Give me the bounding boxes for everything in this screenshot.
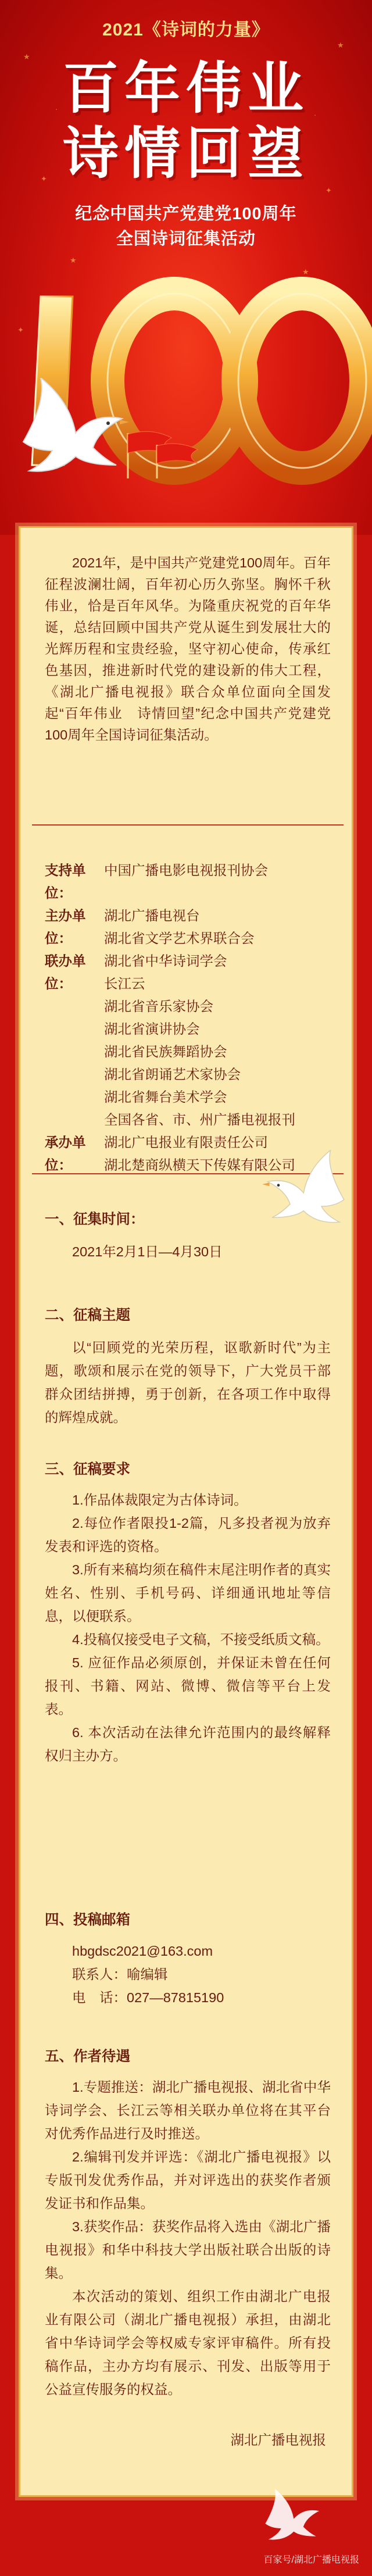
section-time-title: 一、征集时间： [45, 1212, 145, 1227]
headline-line-1: 百年伟业 [63, 55, 309, 121]
requirement-item: 6. 本次活动在法律允许范围内的最终解释权归主办方。 [45, 1725, 331, 1763]
organizer-row-host [45, 905, 335, 950]
headline-line-2: 诗情回望 [63, 120, 309, 186]
section-benefits-list [45, 2075, 331, 2401]
organizer-value: 湖北省中华诗词学会 [104, 953, 227, 969]
organizer-value: 湖北广播电视台 [104, 908, 200, 923]
section-contact-block [45, 1939, 331, 2009]
section-theme-text: 以“回顾党的光荣历程，讴歌新时代”为主题，歌颂和展示在党的领导下，广大党员干部群众团结拼搏，勇于创新，在各项工作中取得的辉煌成就。 [45, 1340, 331, 1425]
year-title: 2021《诗词的力量》 [102, 20, 270, 40]
organizer-value: 湖北省文学艺术界联合会 [104, 931, 255, 946]
organizers-list [45, 859, 335, 1177]
organizer-value: 湖北广电报业有限责任公司 [104, 1135, 268, 1150]
organizer-value: 湖北省朗诵艺术家协会 [104, 1067, 241, 1082]
organizer-value: 长江云 [104, 976, 145, 991]
organizer-value: 湖北省舞台美术学会 [104, 1089, 227, 1105]
organizer-row-support [45, 859, 335, 905]
section-requirements-list [45, 1488, 331, 1767]
organizer-label: 承办单位： [45, 1135, 86, 1173]
contact-email[interactable]: hbgdsc2021@163.com [72, 1943, 213, 1959]
organizer-value: 湖北省音乐家协会 [104, 999, 213, 1014]
benefit-item: 2.编辑刊发并评选：《湖北广播电视报》以专版刊发优秀作品，并对评选出的获奖作者颁发证书和作品集。 [45, 2149, 331, 2211]
subtitle-line-2: 全国诗词征集活动 [116, 230, 256, 248]
organizer-row-co-host [45, 950, 335, 1131]
dove-icon [256, 2488, 326, 2546]
signature: 湖北广播电视报 [230, 2432, 326, 2448]
content-panel [19, 526, 353, 2497]
organizer-label: 主办单位： [45, 908, 86, 946]
organizer-label: 联办单位： [45, 953, 86, 991]
section-requirements-title: 三、征稿要求 [45, 1462, 130, 1477]
benefit-item: 3.获奖作品：获奖作品将入选由《湖北广播电视报》和华中科技大学出版社联合出版的诗集。 [45, 2219, 331, 2281]
organizer-value: 湖北省民族舞蹈协会 [104, 1044, 227, 1059]
section-time-text: 2021年2月1日—4月30日 [72, 1244, 223, 1259]
big-number-text: 100 [185, 407, 187, 408]
requirement-item: 1.作品体裁限定为古体诗词。 [72, 1492, 248, 1507]
requirement-item: 4.投稿仅接受电子文稿，不接受纸质文稿。 [72, 1632, 330, 1647]
benefit-item: 1.专题推送：湖北广播电视报、湖北省中华诗词学会、长江云等相关联办单位将在其平台对优秀作品进行及时推送。 [45, 2080, 331, 2141]
section-divider [32, 824, 344, 826]
dove-icon [259, 1150, 357, 1231]
hero-banner [0, 0, 372, 535]
star-decoration: ★ ★ ✦ ✦ ★ ★ ✦ ✦ · · [17, 41, 355, 358]
requirement-item: 3.所有来稿均须在稿件末尾注明作者的真实姓名、性别、手机号码、详细通讯地址等信息，以便联系。 [45, 1562, 331, 1624]
organizer-value: 中国广播电影电视报刊协会 [104, 863, 268, 878]
organizer-value: 湖北省演讲协会 [104, 1021, 200, 1037]
section-contact-title: 四、投稿邮箱 [45, 1912, 130, 1928]
organizer-value: 全国各省、市、州广播电视报刊 [104, 1112, 295, 1127]
section-benefits-title: 五、作者待遇 [45, 2049, 130, 2064]
requirement-item: 5. 应征作品必须原创，并保证未曾在任何报刊、书籍、网站、微博、微信等平台上发表。 [45, 1655, 331, 1717]
subtitle-line-1: 纪念中国共产党建党100周年 [75, 205, 297, 223]
dove-icon [6, 378, 134, 483]
requirement-item: 2.每位作者限投1-2篇，凡多投者视为放弃发表和评选的资格。 [45, 1516, 331, 1554]
contact-person: 联系人：喻编辑 [72, 1967, 168, 1982]
organizer-value: 湖北楚商纵横天下传媒有限公司 [104, 1157, 295, 1173]
watermark: 百家号/湖北广播电视报 [263, 2555, 359, 2565]
organizer-label: 支持单位： [45, 863, 86, 901]
contact-phone: 电 话：027—87815190 [72, 1990, 224, 2005]
section-theme-title: 二、征稿主题 [45, 1307, 130, 1323]
intro-paragraph: 2021年，是中国共产党建党100周年。百年征程波澜壮阔，百年初心历久弥坚。胸怀千秋伟业，恰是百年风华。为隆重庆祝党的百年华诞，总结回顾中国共产党从诞生到发展壮大的光辉历程和宝贵经验，坚守初心使命，传承红色基因，推进新时代党的建设新的伟大工程，《湖北广播电视报》联合众单位面向全国发起“百年伟业 诗情回望”纪念中国共产党建党100周年全国诗词征集活动。 [45, 555, 331, 742]
benefit-item: 本次活动的策划、组织工作由湖北广电报业有限公司（湖北广播电视报）承担，由湖北省中华诗词学会等权威专家评审稿件。所有投稿作品，主办方均有展示、刊发、出版等用于公益宣传服务的权益。 [45, 2289, 331, 2397]
